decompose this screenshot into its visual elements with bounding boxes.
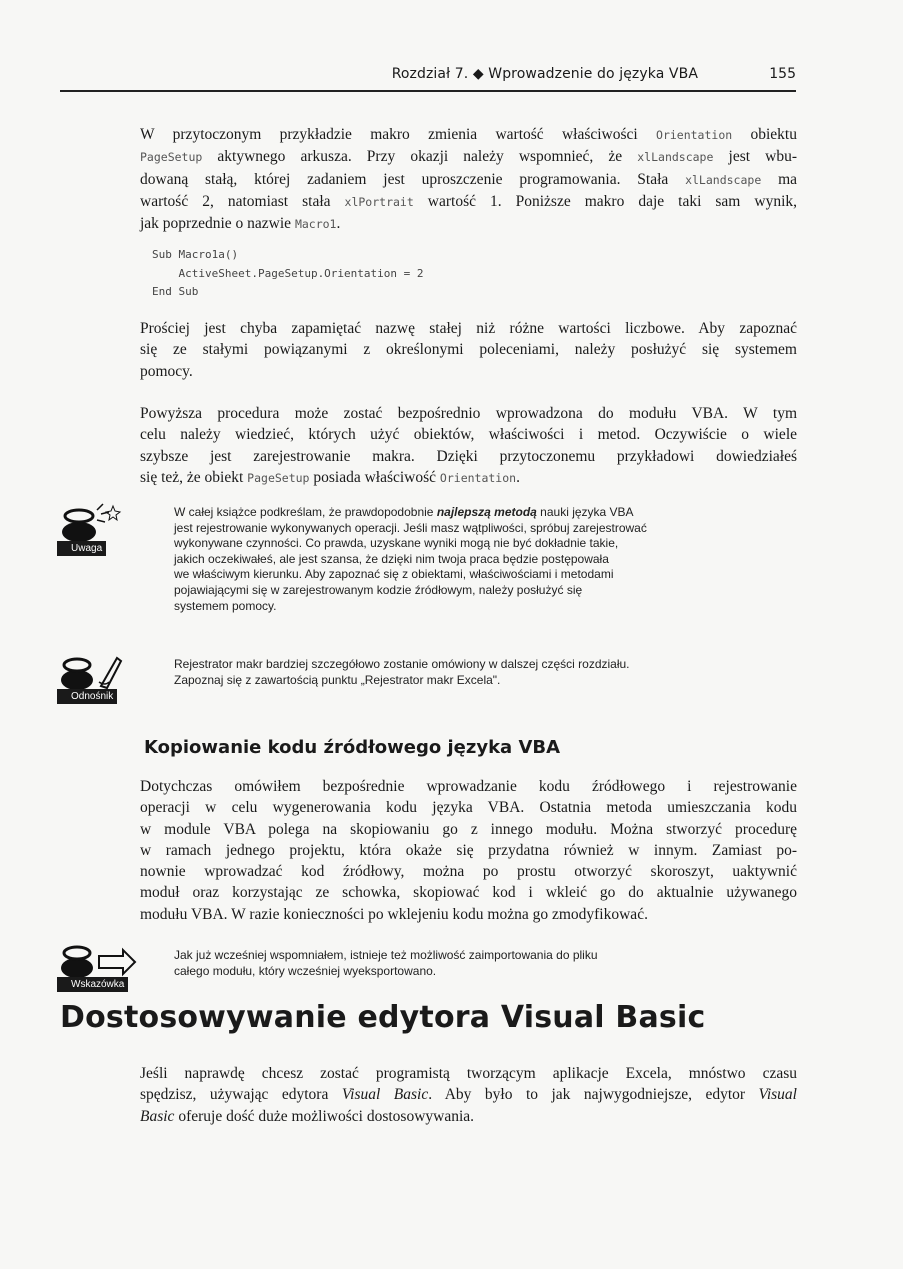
note-wskazowka: Jak już wcześniej wspomniałem, istnieje też możliwość zaimportowania do pliku całego modułu, który wcześniej wyeksportowano. [174,948,598,978]
bomb-icon [57,500,139,544]
wskazowka-icon [57,940,139,992]
page-number: 155 [769,66,796,82]
paragraph-3: Powyższa procedura może zostać bezpośrednio wprowadzona do modułu VBA. W tym celu należy wiedzieć, których użyć obiektów, właściwości i metod. Oczywiście o wiele szybsze jest zarejestrowanie makra. Dzięki przytoczonemu przykładowi dowiedziałeś się też, że obiekt PageSetup posiada właściwość Orientation. [140,405,797,486]
uwaga-badge: Uwaga [57,541,106,556]
uwaga-icon [57,500,139,556]
code-block: Sub Macro1a() ActiveSheet.PageSetup.Orientation = 2 End Sub [152,248,424,298]
note-odnosnik: Rejestrator makr bardziej szczegółowo zostanie omówiony w dalszej części rozdziału. Zapoznaj się z zawartością punktu „Rejestrator makr Excela". [174,657,630,687]
page-header [60,64,796,92]
note-uwaga: W całej książce podkreślam, że prawdopodobnie najlepszą metodą nauki języka VBA jest rejestrowanie wykonywanych operacji. Jeśli masz wątpliwości, spróbuj zarejestrować wykonywane czynności. Co prawda, uzyskane wyniki mogą nie być dokładnie takie, jakich oczekiwałeś, ale jest szansa, że dzięki nim twoja praca będzie postępowała we właściwym kierunku. Aby zapoznać się z obiektami, właściwościami i metodami pojawiającymi się w zarejestrowanym kodzie źródłowym, należy posłużyć się systemem pomocy. [174,505,647,613]
wskazowka-badge: Wskazówka [57,977,128,992]
paragraph-1: W przytoczonym przykładzie makro zmienia wartość właściwości Orientation obiektu PageSetup aktywnego arkusza. Przy okazji należy wspomnieć, że xlLandscape jest wbu- dowaną stałą, której zadaniem jest uproszczenie programowania. Stała xlLandscape ma wartość 2, natomiast stała xlPortrait wartość 1. Poniższe makro daje taki sam wynik, jak poprzednie o nazwie Macro1. [140,126,797,233]
bomb-arrow-icon [57,940,139,980]
odnosnik-badge: Odnośnik [57,689,117,704]
odnosnik-icon [57,652,139,704]
paragraph-2: Prościej jest chyba zapamiętać nazwę stałej niż różne wartości liczbowe. Aby zapoznać się ze stałymi powiązanymi z określonymi poleceniami, należy posłużyć się systemem pomocy. [140,320,797,380]
bomb-pencil-icon [57,652,139,692]
running-head: Rozdział 7. ◆ Wprowadzenie do języka VBA [391,66,698,82]
section-heading: Kopiowanie kodu źródłowego języka VBA [144,737,561,758]
paragraph-5: Jeśli naprawdę chcesz zostać programistą tworzącym aplikacje Excela, mnóstwo czasu spędzisz, używając edytora Visual Basic. Aby było to jak najwygodniejsze, edytor Visual Basic oferuje dość duże możliwości dostosowywania. [140,1065,797,1125]
paragraph-4: Dotychczas omówiłem bezpośrednie wprowadzanie kodu źródłowego i rejestrowanie operacji w celu wygenerowania kodu języka VBA. Ostatnia metoda umieszczania kodu w module VBA polega na skopiowaniu go z innego modułu. Można stworzyć procedurę w ramach jednego projektu, która okaże się przydatna również w innym. Zamiast po- nownie wprowadzać kod źródłowy, można po prostu otworzyć skoroszyt, uaktywnić moduł oraz korzystając ze schowka, skopiować kod i wkleić go do aktualnie używanego modułu VBA. W razie konieczności po wklejeniu kodu można go zmodyfikować. [140,778,797,923]
chapter-heading: Dostosowywanie edytora Visual Basic [60,1000,706,1035]
